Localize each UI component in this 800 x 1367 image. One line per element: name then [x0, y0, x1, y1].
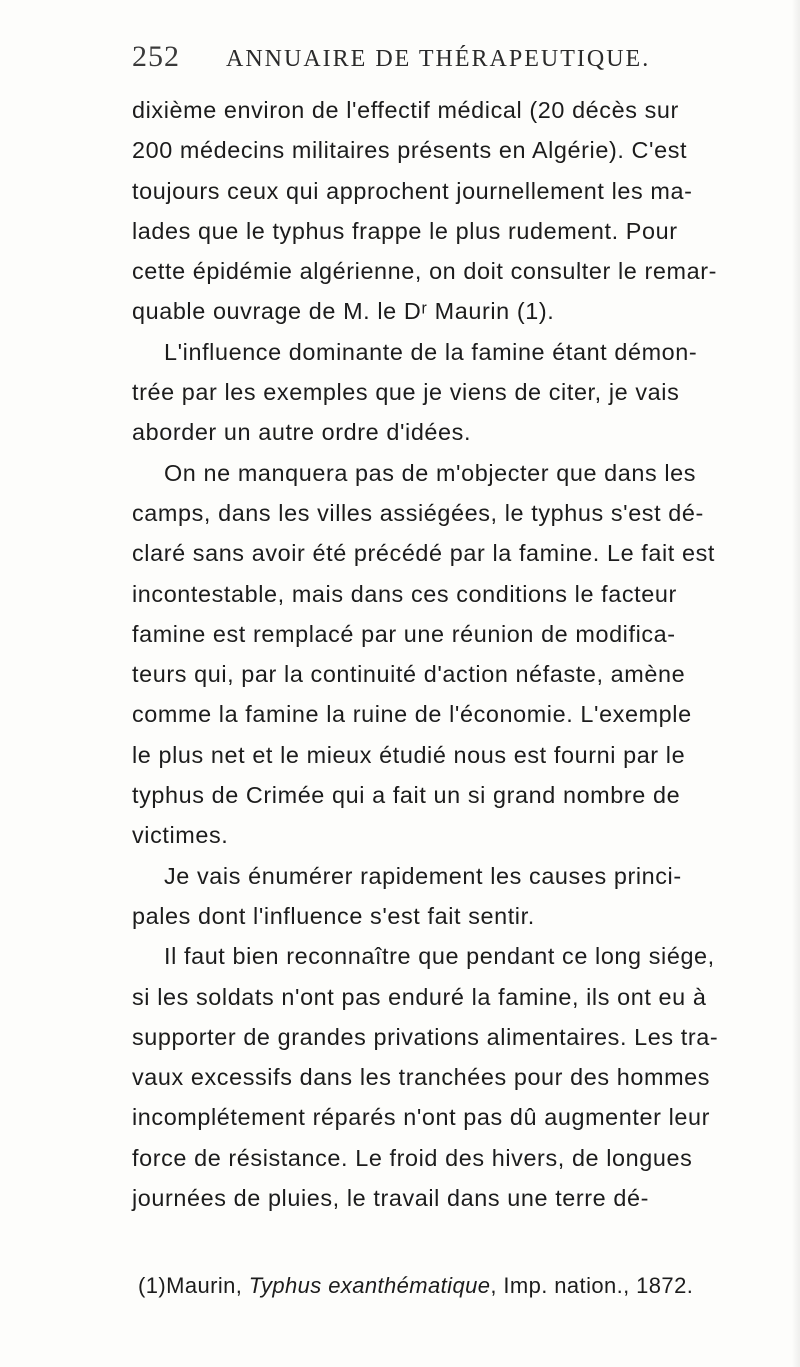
footnote-publisher: , Imp. nation., 1872.: [490, 1273, 694, 1298]
text-line: trée par les exemples que je viens de citer, je vais: [132, 379, 680, 406]
text-line: le plus net et le mieux étudié nous est fourni par le: [132, 741, 686, 768]
text-line: famine est remplacé par une réunion de modifica-: [132, 620, 676, 647]
text-line: toujours ceux qui approchent journellement les ma-: [132, 177, 693, 204]
running-title: ANNUAIRE DE THÉRAPEUTIQUE.: [226, 46, 651, 72]
text-line: Je vais énumérer rapidement les causes princi-: [164, 862, 682, 889]
text-line: lades que le typhus frappe le plus rudement. Pour: [132, 217, 678, 244]
footnote-marker: (1): [138, 1273, 167, 1298]
text-line: pales dont l'influence s'est fait sentir.: [132, 902, 535, 929]
text-line: comme la famine la ruine de l'économie. L'exemple: [132, 701, 692, 728]
text-line: camps, dans les villes assiégées, le typhus s'est dé-: [132, 499, 704, 526]
text-line: cette épidémie algérienne, on doit consulter le remar-: [132, 258, 717, 285]
text-line: si les soldats n'ont pas enduré la famine, ils ont eu à: [132, 983, 707, 1010]
text-line: aborder un autre ordre d'idées.: [132, 419, 472, 446]
text-line: supporter de grandes privations alimentaires. Les tra-: [132, 1023, 719, 1050]
text-line: vaux excessifs dans les tranchées pour des hommes: [132, 1064, 711, 1091]
body-text: [132, 90, 772, 1218]
text-line: dixième environ de l'effectif médical (20 décès sur: [132, 97, 679, 123]
footnote: [138, 1271, 778, 1301]
text-line: typhus de Crimée qui a fait un si grand nombre de: [132, 782, 681, 809]
text-line: victimes.: [132, 822, 229, 849]
text-line: L'influence dominante de la famine étant démon-: [164, 338, 698, 365]
page-edge-shadow: [792, 0, 800, 1367]
text-line: claré sans avoir été précédé par la famine. Le fait est: [132, 540, 715, 567]
text-line: On ne manquera pas de m'objecter que dans les: [164, 459, 697, 486]
text-line: teurs qui, par la continuité d'action néfaste, amène: [132, 661, 686, 688]
text-line: journées de pluies, le travail dans une terre dé-: [132, 1185, 649, 1212]
page-number: 252: [132, 40, 180, 73]
text-line: Il faut bien reconnaître que pendant ce long siége,: [164, 943, 715, 970]
running-head: [132, 40, 692, 84]
text-line: force de résistance. Le froid des hivers, de longues: [132, 1144, 693, 1171]
text-line: 200 médecins militaires présents en Algérie). C'est: [132, 137, 688, 164]
text-line: incomplétement réparés n'ont pas dû augmenter leur: [132, 1104, 710, 1131]
footnote-title: Typhus exanthématique: [248, 1273, 491, 1298]
text-line: quable ouvrage de M. le Dʳ Maurin (1).: [132, 298, 555, 325]
text-line: incontestable, mais dans ces conditions le facteur: [132, 580, 677, 607]
footnote-author: Maurin,: [166, 1273, 249, 1298]
